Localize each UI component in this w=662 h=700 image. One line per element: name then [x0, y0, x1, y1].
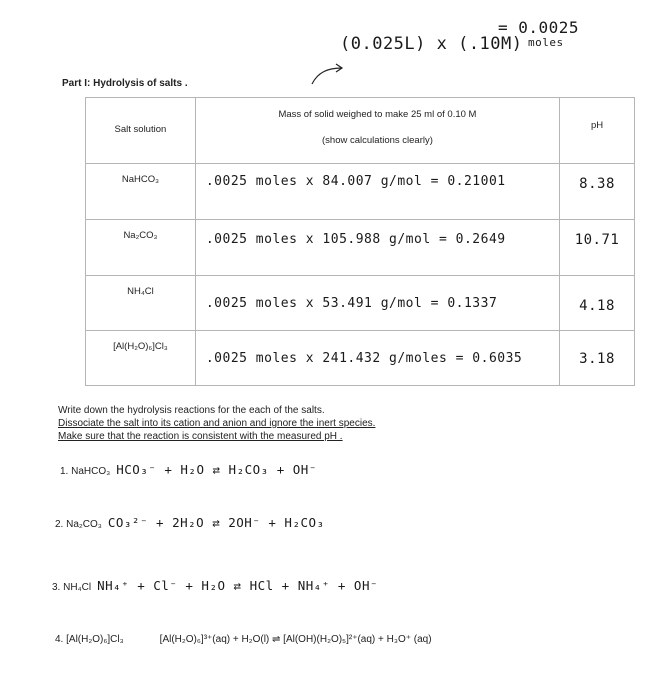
table-header-row	[86, 98, 635, 164]
table-row	[86, 276, 635, 331]
ph-text: 10.71	[574, 232, 620, 248]
ph-text: 8.38	[579, 176, 615, 192]
header-mass-line2: (show calculations clearly)	[322, 134, 433, 146]
reaction-3	[52, 578, 378, 593]
table-row	[86, 331, 635, 386]
part-title: Part I: Hydrolysis of salts .	[62, 78, 188, 89]
table-row	[86, 220, 635, 276]
handwritten-arrow-icon	[310, 60, 344, 86]
reaction-equation: NH₄⁺ + Cl⁻ + H₂O ⇄ HCl + NH₄⁺ + OH⁻	[97, 578, 378, 593]
salt-name: Na₂CO₃	[86, 220, 196, 276]
reaction-equation: [Al(H₂O)₆]³⁺(aq) + H₂O(l) ⇌ [Al(OH)(H₂O)₅]²⁺(aq) + H₃O⁺ (aq)	[159, 634, 432, 645]
calc-text: .0025 moles x 241.432 g/moles = 0.6035	[205, 351, 523, 366]
reaction-label: 2. Na₂CO₃	[55, 519, 102, 530]
calc-text: .0025 moles x 53.491 g/mol = 0.1337	[205, 296, 498, 311]
salt-name: [Al(H₂O)₆]Cl₃	[86, 331, 196, 386]
ph-text: 4.18	[579, 298, 615, 314]
reaction-label: 3. NH₄Cl	[52, 582, 92, 593]
header-mass-line1: Mass of solid weighed to make 25 ml of 0.10 M	[278, 109, 477, 120]
reaction-label: 4. [Al(H₂O)₆]Cl₃	[55, 634, 124, 645]
mass-calculation	[195, 331, 559, 386]
instruction-line1: Write down the hydrolysis reactions for the each of the salts.	[58, 405, 325, 416]
table-row	[86, 164, 635, 220]
header-salt-solution: Salt solution	[86, 98, 196, 164]
ph-value	[560, 331, 635, 386]
ph-value	[560, 164, 635, 220]
mass-calculation	[195, 164, 559, 220]
reaction-equation: CO₃²⁻ + 2H₂O ⇄ 2OH⁻ + H₂CO₃	[107, 515, 325, 530]
header-unit: moles	[528, 36, 564, 49]
instructions	[58, 404, 375, 443]
ph-value	[560, 276, 635, 331]
calc-text: .0025 moles x 84.007 g/mol = 0.21001	[205, 174, 506, 189]
mass-calculation	[195, 220, 559, 276]
reaction-2	[55, 515, 325, 530]
reaction-equation: HCO₃⁻ + H₂O ⇄ H₂CO₃ + OH⁻	[116, 462, 317, 477]
instruction-line2: Dissociate the salt into its cation and anion and ignore the inert species.	[58, 418, 376, 429]
reaction-label: 1. NaHCO₃	[60, 466, 111, 477]
ph-value	[560, 220, 635, 276]
salts-table	[85, 97, 635, 386]
mass-calculation	[195, 276, 559, 331]
ph-text: 3.18	[579, 351, 615, 367]
header-mass	[195, 98, 559, 164]
salt-name: NH₄Cl	[86, 276, 196, 331]
instruction-line3: Make sure that the reaction is consistent with the measured pH .	[58, 431, 343, 442]
header-ph: pH	[560, 98, 635, 164]
reaction-4	[55, 634, 432, 645]
calc-text: .0025 moles x 105.988 g/mol = 0.2649	[205, 232, 506, 247]
header-result: = 0.0025	[498, 18, 580, 37]
header-calculation: (0.025L) x (.10M)	[340, 34, 523, 54]
reaction-1	[60, 462, 317, 477]
salt-name: NaHCO₃	[86, 164, 196, 220]
